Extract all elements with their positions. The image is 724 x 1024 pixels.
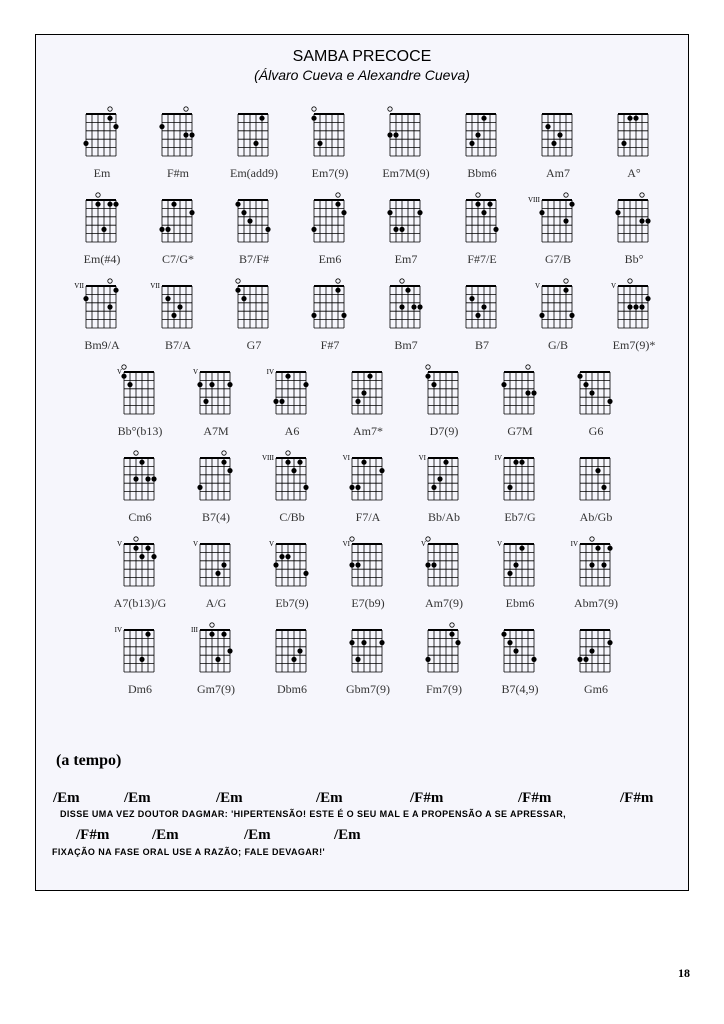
chord-grid	[442, 190, 522, 252]
chord-diagram	[252, 620, 332, 700]
chord-diagram	[594, 104, 674, 184]
chord-grid	[214, 104, 294, 166]
fret-position-label: VIII	[527, 196, 540, 204]
chord-diagram	[252, 362, 332, 442]
chord-diagram	[138, 276, 218, 356]
chord-name: Gm6	[584, 682, 608, 696]
chord-grid	[100, 448, 180, 510]
chord-grid	[518, 104, 598, 166]
chord-diagram	[176, 534, 256, 614]
chord-name: G7/B	[544, 252, 571, 266]
fret-position-label: V	[116, 368, 122, 376]
chord-diagram	[290, 276, 370, 356]
chord-grid	[138, 104, 218, 166]
song-authors: (Álvaro Cueva e Alexandre Cueva)	[254, 67, 470, 83]
chord-name: Em6	[318, 252, 342, 266]
chord-grid	[328, 620, 408, 682]
chord-name: A6	[284, 424, 300, 438]
chord-grid	[252, 620, 332, 682]
fret-position-label: VI	[342, 454, 350, 462]
chord-symbol: /Em	[216, 790, 243, 806]
chord-diagram	[328, 534, 408, 614]
page-number: 18	[678, 966, 690, 980]
chord-name: Am7	[546, 166, 570, 180]
chord-diagram	[176, 448, 256, 528]
chord-grid	[404, 620, 484, 682]
chord-grid	[556, 620, 636, 682]
chord-diagram	[252, 448, 332, 528]
chord-name: Eb7(9)	[275, 596, 309, 610]
chord-diagram	[442, 104, 522, 184]
chord-diagram	[62, 104, 142, 184]
chord-symbol: /F#m	[518, 790, 552, 806]
chord-diagram	[366, 104, 446, 184]
chord-name: A°	[627, 166, 641, 180]
chord-diagram	[480, 362, 560, 442]
chord-grid	[62, 190, 142, 252]
chord-symbol: /F#m	[410, 790, 444, 806]
chord-name: Bb°(b13)	[117, 424, 163, 438]
chord-name: Dbm6	[277, 682, 307, 696]
chord-name: C7/G*	[161, 252, 194, 266]
song-title: SAMBA PRECOCE	[292, 48, 432, 65]
chord-name: Em	[93, 166, 111, 180]
lyric-text: DISSE UMA VEZ DOUTOR DAGMAR: 'HIPERTENSÃO! ESTE É O SEU MAL E A PROPENSÃO A SE APRESSAR,	[60, 809, 567, 819]
chord-grid	[556, 448, 636, 510]
chord-diagram	[290, 190, 370, 270]
chord-name: Bb/Ab	[427, 510, 460, 524]
chord-name: A7(b13)/G	[113, 596, 167, 610]
chord-diagram	[252, 534, 332, 614]
chord-name: Am7(9)	[425, 596, 463, 610]
chord-name: Cm6	[128, 510, 152, 524]
chord-diagram	[366, 190, 446, 270]
chord-diagram	[100, 362, 180, 442]
chord-name: B7(4,9)	[501, 682, 539, 696]
chord-name: G7	[246, 338, 262, 352]
chord-grid	[214, 276, 294, 338]
chord-name: B7/A	[164, 338, 191, 352]
fret-position-label: VII	[74, 282, 84, 290]
chord-name: Em7M(9)	[382, 166, 430, 180]
chord-grid	[556, 362, 636, 424]
chord-name: C/Bb	[279, 510, 305, 524]
chord-symbol: /Em	[334, 827, 361, 843]
chord-grid	[480, 620, 560, 682]
chord-diagram	[214, 190, 294, 270]
chord-grid	[404, 362, 484, 424]
chord-diagram	[480, 448, 560, 528]
chord-diagram	[214, 104, 294, 184]
chord-name: D7(9)	[429, 424, 459, 438]
chord-grid	[328, 362, 408, 424]
chord-diagram	[556, 534, 636, 614]
chord-name: F#7	[320, 338, 340, 352]
chord-diagram	[404, 448, 484, 528]
chord-name: G7M	[507, 424, 533, 438]
chord-diagram	[366, 276, 446, 356]
chord-name: B7/F#	[238, 252, 269, 266]
chord-symbol: /F#m	[620, 790, 654, 806]
chord-name: G6	[588, 424, 604, 438]
chord-diagram	[518, 276, 598, 356]
chord-name: Bb°	[624, 252, 644, 266]
chord-name: Bbm6	[467, 166, 497, 180]
fret-position-label: V	[192, 540, 198, 548]
chord-diagram	[62, 190, 142, 270]
chord-diagram	[214, 276, 294, 356]
chord-diagram	[480, 620, 560, 700]
chord-diagram	[290, 104, 370, 184]
chord-name: Eb7/G	[504, 510, 536, 524]
chord-name: Am7*	[353, 424, 383, 438]
chord-name: Em7(9)	[311, 166, 349, 180]
chord-name: Gbm7(9)	[346, 682, 390, 696]
chord-name: F7/A	[355, 510, 381, 524]
fret-position-label: V	[534, 282, 540, 290]
chord-diagram	[100, 448, 180, 528]
fret-position-label: IV	[114, 626, 122, 634]
chord-grid	[366, 104, 446, 166]
chord-diagram	[404, 534, 484, 614]
chord-name: E7(b9)	[351, 596, 385, 610]
chord-diagram	[442, 190, 522, 270]
chord-grid	[214, 190, 294, 252]
chord-grid	[366, 276, 446, 338]
chord-name: Ab/Gb	[579, 510, 613, 524]
chord-name: F#7/E	[467, 252, 497, 266]
chord-diagram	[518, 190, 598, 270]
chord-diagram	[138, 190, 218, 270]
chord-grid	[442, 104, 522, 166]
chord-symbol: /Em	[316, 790, 343, 806]
chord-diagram	[594, 276, 674, 356]
fret-position-label: V	[192, 368, 198, 376]
chord-grid	[290, 190, 370, 252]
chord-name: Gm7(9)	[197, 682, 235, 696]
chord-grid	[176, 448, 256, 510]
fret-position-label: VIII	[261, 454, 274, 462]
chord-name: F#m	[166, 166, 189, 180]
chord-diagram	[594, 190, 674, 270]
chord-name: Ebm6	[505, 596, 535, 610]
chord-name: Bm7	[394, 338, 418, 352]
chord-diagram	[442, 276, 522, 356]
fret-position-label: IV	[266, 368, 274, 376]
chord-diagram	[100, 620, 180, 700]
chord-diagram	[62, 276, 142, 356]
fret-position-label: IV	[570, 540, 578, 548]
chord-name: Em7(9)*	[612, 338, 656, 352]
chord-name: Dm6	[128, 682, 152, 696]
chord-name: B7	[474, 338, 489, 352]
chord-diagram	[518, 104, 598, 184]
chord-symbol: /Em	[53, 790, 80, 806]
chord-diagram	[480, 534, 560, 614]
fret-position-label: VI	[342, 540, 350, 548]
chord-grid	[290, 104, 370, 166]
chord-name: Em7	[394, 252, 418, 266]
chord-symbol: /Em	[244, 827, 271, 843]
chord-name: Abm7(9)	[574, 596, 618, 610]
chord-grid	[594, 190, 674, 252]
chord-grid	[366, 190, 446, 252]
chord-diagram	[176, 620, 256, 700]
chord-name: Em(#4)	[83, 252, 121, 266]
chord-name: A7M	[203, 424, 229, 438]
chord-grid	[138, 190, 218, 252]
chord-grid	[62, 104, 142, 166]
fret-position-label: V	[496, 540, 502, 548]
chord-grid	[480, 362, 560, 424]
chord-diagram	[328, 362, 408, 442]
chord-diagram	[176, 362, 256, 442]
section-marker: (a tempo)	[56, 752, 122, 769]
fret-position-label: VII	[150, 282, 160, 290]
fret-position-label: V	[116, 540, 122, 548]
chord-grid	[442, 276, 522, 338]
chord-diagram	[404, 362, 484, 442]
chord-name: B7(4)	[202, 510, 230, 524]
chord-symbol: /Em	[152, 827, 179, 843]
chord-symbol: /Em	[124, 790, 151, 806]
fret-position-label: V	[420, 540, 426, 548]
fret-position-label: V	[610, 282, 616, 290]
chord-name: G/B	[547, 338, 568, 352]
chord-grid	[594, 104, 674, 166]
chord-name: Bm9/A	[84, 338, 120, 352]
chord-symbol: /F#m	[76, 827, 110, 843]
chord-name: Em(add9)	[230, 166, 278, 180]
chord-diagram	[556, 620, 636, 700]
chord-diagram	[556, 448, 636, 528]
chord-diagram	[556, 362, 636, 442]
chord-diagram	[138, 104, 218, 184]
chord-diagram	[404, 620, 484, 700]
fret-position-label: V	[268, 540, 274, 548]
fret-position-label: IV	[494, 454, 502, 462]
chord-grid	[290, 276, 370, 338]
chord-diagram	[100, 534, 180, 614]
chord-diagram	[328, 620, 408, 700]
fret-position-label: III	[191, 626, 198, 634]
chord-name: Fm7(9)	[426, 682, 462, 696]
chord-name: A/G	[205, 596, 227, 610]
lyric-text: FIXAÇÃO NA FASE ORAL USE A RAZÃO; FALE DEVAGAR!'	[52, 847, 326, 857]
fret-position-label: VI	[418, 454, 426, 462]
chord-diagram	[328, 448, 408, 528]
